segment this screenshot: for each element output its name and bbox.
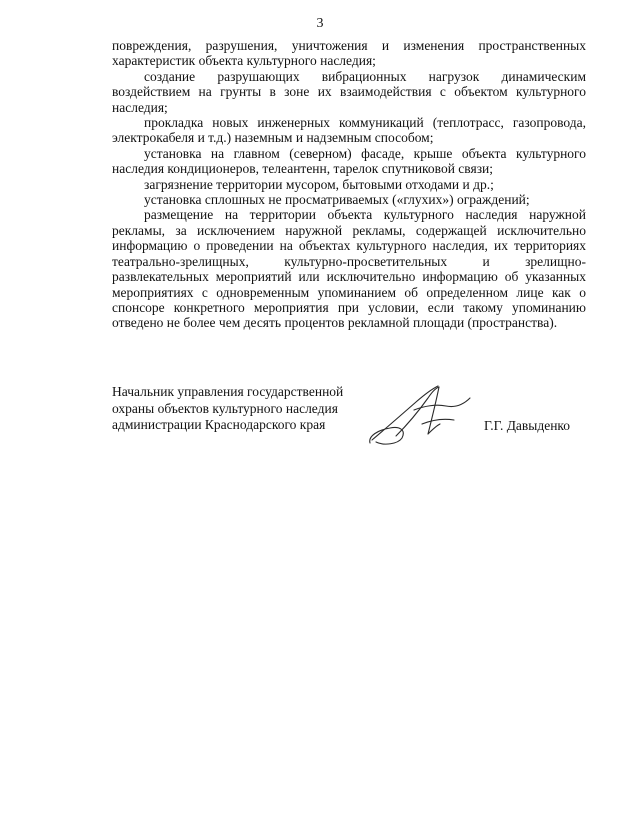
paragraph: установка сплошных не просматриваемых («глухих») ограждений; xyxy=(144,192,530,208)
paragraph: установка на главном (северном) фасаде, крыше объекта культурного наследия кондиционеров, телеантенн, тарелок спутниковой связи; xyxy=(112,145,586,177)
signer-position-line: администрации Краснодарского края xyxy=(112,417,326,432)
paragraph: прокладка новых инженерных коммуникаций (теплотрасс, газопровода, электрокабеля и т.д.) наземным и надземным способом; xyxy=(112,115,586,146)
paragraph: загрязнение территории мусором, бытовыми отходами и др.; xyxy=(144,176,494,192)
page-number: 3 xyxy=(316,16,324,31)
signer-position-line: охраны объектов культурного наследия xyxy=(112,400,338,416)
signer-position xyxy=(112,384,372,434)
handwritten-signature xyxy=(366,380,476,450)
paragraph: размещение на территории объекта культурного наследия наружной рекламы, за исключением наружной рекламы, содержащей исключительно информацию о проведении на объектах культурного наследия, их территориях театрально-зрелищных, культурно-просветительных и зрелищно-развлекательных мероприятий или исключительно информацию об указанных мероприятиях с одновременным упоминанием об определенном лице как о спонсоре конкретного мероприятия при условии, если такому упоминанию отведено не более чем десять процентов рекламной площади (пространства). xyxy=(112,207,586,331)
signer-name: Г.Г. Давыденко xyxy=(484,418,571,433)
paragraph: создание разрушающих вибрационных нагрузок динамическим воздействием на грунты в зоне их взаимодействия с объектом культурного наследия; xyxy=(112,68,586,115)
paragraph: повреждения, разрушения, уничтожения и изменения пространственных характеристик объекта культурного наследия; xyxy=(112,38,586,69)
signer-position-line: Начальник управления государственной xyxy=(112,384,344,399)
document-body xyxy=(112,38,586,331)
